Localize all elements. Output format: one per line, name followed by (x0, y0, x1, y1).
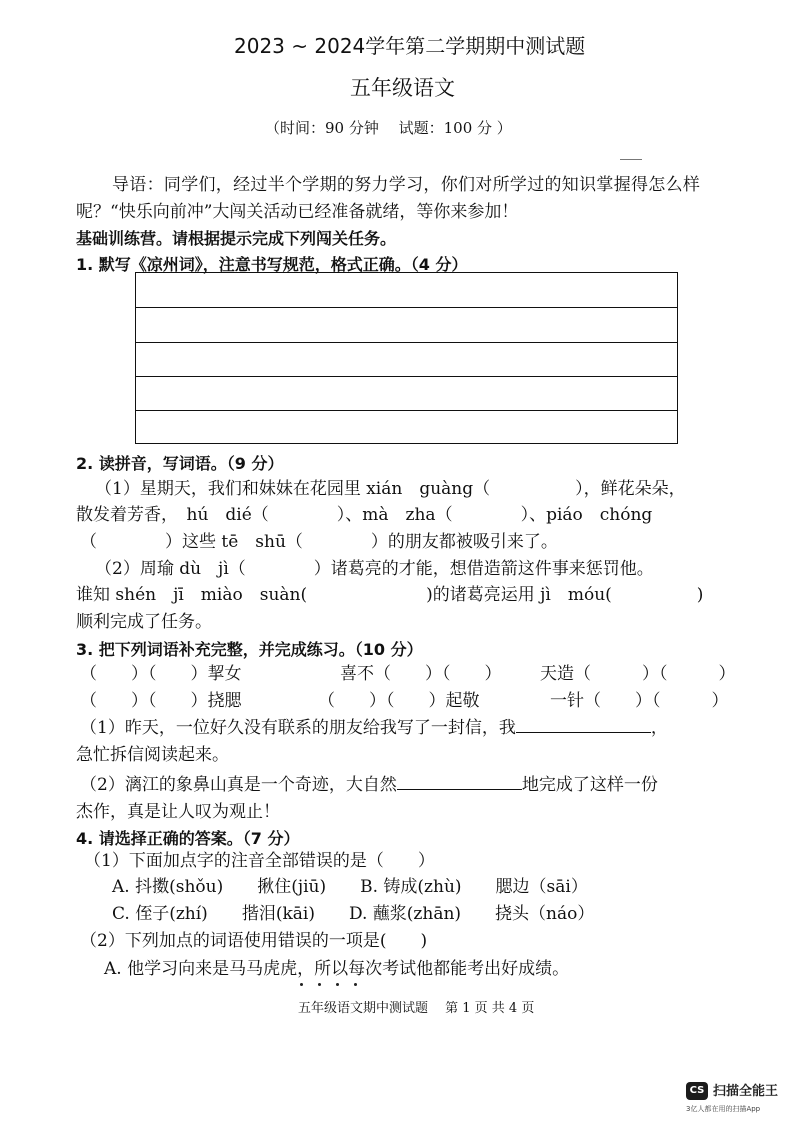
q2-line-6: 顺利完成了任务。 (76, 612, 212, 632)
writing-line (136, 307, 677, 308)
writing-line (136, 342, 677, 343)
q3-sentence-1-text: （1）昨天，一位好久没有联系的朋友给我写了一封信，我 (80, 718, 516, 738)
q3-idiom-3: 天造（ ）（ ） (540, 664, 736, 684)
q3-sentence-1-comma: ， (650, 718, 668, 738)
emphasis-dot (300, 983, 303, 986)
q3-sentence-2-text: （2）漓江的象鼻山真是一个奇迹，大自然 (80, 775, 397, 795)
q4-title: 4. 请选择正确的答案。（7 分） (76, 829, 300, 848)
scanner-tagline: 3亿人都在用的扫描App (686, 1105, 761, 1113)
scanner-brand: 扫描全能王 (713, 1084, 779, 1099)
q3-sentence-1 (80, 715, 668, 741)
exam-meta: （时间：90 分钟 试题：100 分 ） (265, 119, 512, 137)
intro-line-1: 导语：同学们，经过半个学期的努力学习，你们对所学过的知识掌握得怎么样 (112, 175, 701, 195)
writing-line (136, 376, 677, 377)
fill-blank[interactable] (516, 716, 651, 733)
intro-line-2: 呢？“快乐向前冲”大闯关活动已经准备就绪，等你来参加！ (76, 202, 519, 222)
q4-subquestion-2: （2）下列加点的词语使用错误的一项是( ) (80, 931, 428, 951)
q2-line-2: 散发着芳香， hú dié（ ）、mà zha（ ）、piáo chóng (76, 505, 653, 525)
q4-option-a: A. 他学习向来是马马虎虎，所以每次考试他都能考出好成绩。 (104, 959, 570, 979)
scratch-mark (620, 159, 642, 160)
q4-subquestion-1: （1）下面加点字的注音全部错误的是（ ） (84, 851, 435, 871)
scanner-logo-icon: CS (686, 1082, 708, 1100)
q3-idiom-1: （ ）（ ）挈女 (80, 664, 242, 684)
q3-idiom-4: （ ）（ ）挠腮 (80, 691, 242, 711)
q1-title: 1. 默写《凉州词》，注意书写规范，格式正确。（4 分） (76, 255, 468, 274)
emphasis-dot (318, 983, 321, 986)
poem-writing-box[interactable] (135, 272, 678, 444)
q3-idiom-2: 喜不（ ）（ ） (340, 664, 502, 684)
emphasis-dot (336, 983, 339, 986)
q3-sentence-2-cont: 杰作，真是让人叹为观止！ (76, 802, 280, 822)
page-footer: 五年级语文期中测试题 第 1 页 共 4 页 (298, 1001, 535, 1016)
q4-options-ab: A. 抖擞(shǒu) 揪住(jiū) B. 铸成(zhù) 腮边（sāi） (112, 877, 588, 897)
q3-idiom-6: 一针（ ）（ ） (550, 691, 729, 711)
exam-title: 2023 ~ 2024学年第二学期期中测试题 (234, 34, 586, 58)
writing-line (136, 410, 677, 411)
q2-title: 2. 读拼音，写词语。（9 分） (76, 454, 284, 473)
q3-sentence-2 (80, 772, 658, 798)
q2-line-4: （2）周瑜 dù jì（ ）诸葛亮的才能，想借造箭这件事来惩罚他。 (95, 559, 654, 579)
q2-line-5: 谁知 shén jī miào suàn( )的诸葛亮运用 jì móu( ) (76, 585, 704, 605)
q4-options-cd: C. 侄子(zhí) 揩泪(kāi) D. 蘸浆(zhān) 挠头（náo） (112, 904, 595, 924)
fill-blank[interactable] (397, 773, 522, 790)
q3-title: 3. 把下列词语补充完整，并完成练习。（10 分） (76, 640, 423, 659)
q2-line-1: （1）星期天，我们和妹妹在花园里 xián guàng（ ），鲜花朵朵， (95, 479, 686, 499)
emphasis-dot (354, 983, 357, 986)
q3-sentence-1-cont: 急忙拆信阅读起来。 (76, 745, 229, 765)
q3-sentence-2-tail: 地完成了这样一份 (521, 775, 658, 795)
q2-line-3: （ ）这些 tē shū（ ）的朋友都被吸引来了。 (80, 532, 558, 552)
section-title: 基础训练营。请根据提示完成下列闯关任务。 (76, 229, 397, 248)
q3-idiom-5: （ ）（ ）起敬 (318, 691, 480, 711)
exam-subtitle: 五年级语文 (350, 76, 455, 100)
